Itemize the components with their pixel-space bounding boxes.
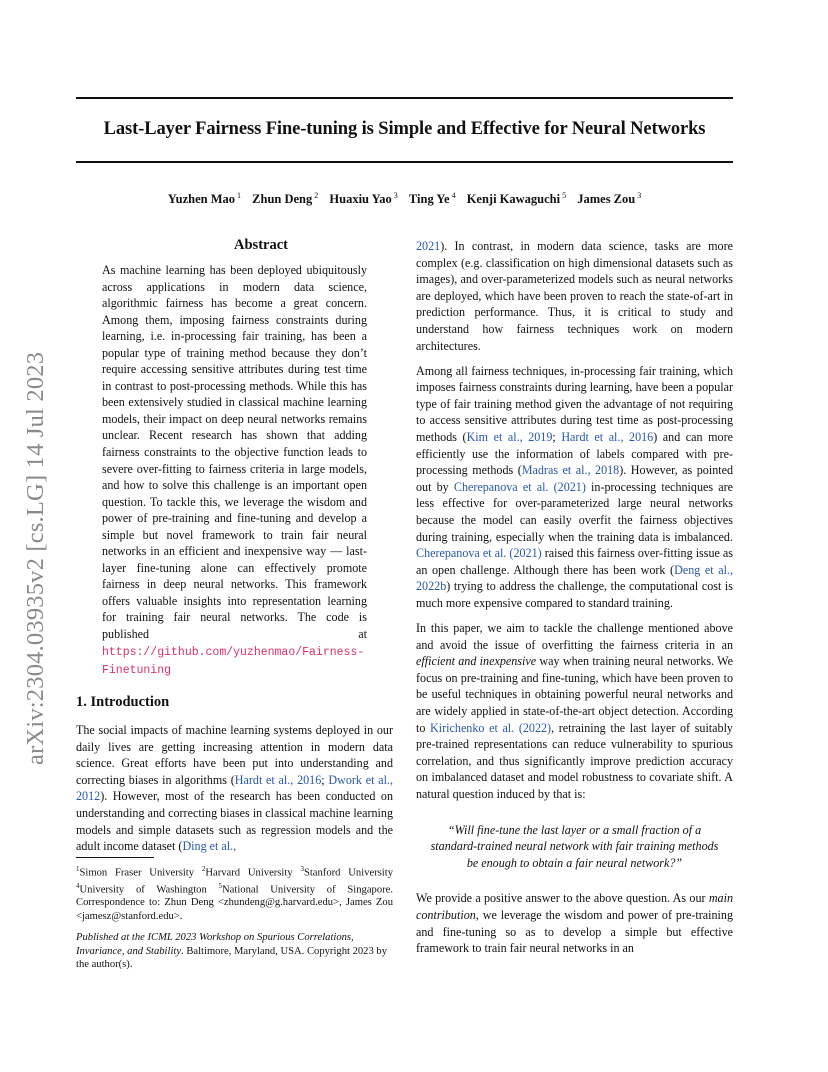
citation-link[interactable]: Cherepanova et al. (2021) bbox=[416, 546, 542, 561]
code-link[interactable]: https://github.com/yuzhenmao/Fairness-Finetuning bbox=[102, 645, 365, 678]
author: Zhun Deng $^2$ bbox=[252, 191, 319, 206]
citation-link[interactable]: Kim et al., 2019 bbox=[466, 430, 553, 445]
author: Huaxiu Yao $^3$ bbox=[329, 191, 398, 206]
paper-title: Last-Layer Fairness Fine-tuning is Simple and Effective for Neural Networks bbox=[103, 119, 706, 139]
citation-link[interactable]: Deng et al., 2022b bbox=[416, 562, 733, 594]
publication-note: Published at the ICML 2023 Workshop on Spurious Correlations, Invariance, and Stability. Baltimore, Maryland, USA. Copyright 2023 by the author(s). bbox=[76, 932, 388, 970]
paragraph: We provide a positive answer to the above question. As our main contribution, we leverage the wisdom and power of pre-training and fine-tuning so as to develop a simple but effective framework to train fair neural networks in an bbox=[416, 891, 733, 956]
author: Ting Ye $^4$ bbox=[408, 191, 456, 206]
research-question-quote: “Will fine-tune the last layer or a small fraction of a standard-trained neural network with fair training methods be enough to obtain a fair neural network?” bbox=[430, 822, 719, 870]
author: Yuzhen Mao $^1$ bbox=[167, 191, 242, 206]
paragraph: In this paper, we aim to tackle the challenge mentioned above and avoid the issue of overfitting the fairness criteria in an efficient and inexpensive way when training neural networks. We focus on pre-training and fine-tuning, which have been proven to be useful techniques in obtaining powerful neural networks and are widely applied in state-of-the-art object detection. According to Kirichenko et al. (2022), retraining the last layer of suitably pre-trained representations can reduce vulnerability to spurious correlation, and thus significantly improve prediction accuracy on imbalanced dataset and model robustness to covariate shift. A natural question induced by that is: bbox=[416, 621, 733, 801]
right-column bbox=[416, 238, 733, 965]
author-list bbox=[76, 191, 733, 207]
citation-link[interactable]: Cherepanova et al. (2021) bbox=[453, 479, 586, 494]
footnote-rule bbox=[76, 857, 154, 858]
affiliation-footnote: $^1$Simon Fraser University $^2$Harvard University $^3$Stanford University $^4$University of Washington $^5$National University of Singapore. Correspondence to: Zhun Deng <zhundeng@g.harvard.edu>, James Zou <jamesz@stanford.edu>. bbox=[76, 865, 393, 922]
abstract-heading: Abstract bbox=[234, 237, 288, 253]
paragraph: 2021). In contrast, in modern data science, tasks are more complex (e.g. classification on high dimensional datasets such as images), and over-parameterized models such as neural networks are deployed, which have been proven to reach the state-of-art in prediction performance. Thus, it is critical to study and understand how fairness techniques work on modern architectures. bbox=[416, 239, 733, 353]
citation-link[interactable]: Dwork et al., 2012 bbox=[76, 772, 393, 804]
author: Kenji Kawaguchi $^5$ bbox=[466, 191, 567, 206]
arxiv-stamp: arXiv:2304.03935v2 [cs.LG] 14 Jul 2023 bbox=[22, 351, 49, 765]
citation-link[interactable]: Kirichenko et al. (2022) bbox=[430, 720, 552, 735]
author: James Zou $^3$ bbox=[577, 191, 642, 206]
citation-link[interactable]: Hardt et al., 2016 bbox=[234, 772, 322, 787]
title-top-rule bbox=[76, 97, 733, 99]
citation-link[interactable]: Ding et al., bbox=[182, 839, 237, 854]
introduction-paragraph: The social impacts of machine learning systems deployed in our daily lives are getting increasing attention in modern data science. Great efforts have been put into understanding and correcting biases in algorithms (Hardt et al., 2016; Dwork et al., 2012). However, most of the research has been conducted on understanding and correcting biases in classical machine learning models and simple datasets such as regression models and the adult income dataset (Ding et al., bbox=[76, 723, 393, 854]
citation-link[interactable]: Madras et al., 2018 bbox=[521, 463, 620, 478]
abstract-body: As machine learning has been deployed ubiquitously across applications in modern data science, algorithmic fairness has become a great concern. Among them, imposing fairness constraints during learning, i.e. in-processing fair training, has been a popular type of training method because they don’t require accessing sensitive attributes during test time in contrast to post-processing methods. While this has been extensively studied in classical machine learning models, their impact on deep neural networks remains unclear. Recent research has shown that adding fairness constraints to the objective function leads to severe over-fitting to fairness criteria in large models, and how to solve this challenge is an important open question. To tackle this, we leverage the wisdom and power of pre-training and fine-tuning and develop a simple but novel framework to train fair neural networks in an efficient and inexpensive way — last-layer fine-tuning alone can effectively promote fairness in deep neural networks. This framework offers valuable insights into representation learning for training fair neural networks. The code is published at https://github.com/yuzhenmao/Fairness-Finetuning bbox=[102, 263, 367, 678]
section-heading-introduction: 1. Introduction bbox=[76, 694, 170, 710]
citation-link[interactable]: Hardt et al., 2016 bbox=[561, 430, 654, 445]
title-bottom-rule bbox=[76, 161, 733, 163]
citation-link[interactable]: 2021 bbox=[416, 239, 441, 253]
paragraph: Among all fairness techniques, in-processing fair training, which imposes fairness constraints during learning, have been a popular type of fair training method given the advantage of not requiring to access sensitive attributes during test time as post-processing methods (Kim et al., 2019; Hardt et al., 2016) and can more efficiently use the information of labels compared with pre-processing methods (Madras et al., 2018). However, as pointed out by Cherepanova et al. (2021) in-processing techniques are less effective for over-parameterized large neural networks because the model can easily overfit the fairness objectives during training, especially when the training data is imbalanced. Cherepanova et al. (2021) raised this fairness over-fitting issue as an open challenge. Although there has been work (Deng et al., 2022b) trying to address the challenge, the computational cost is much more expensive compared to standard training. bbox=[416, 363, 734, 610]
